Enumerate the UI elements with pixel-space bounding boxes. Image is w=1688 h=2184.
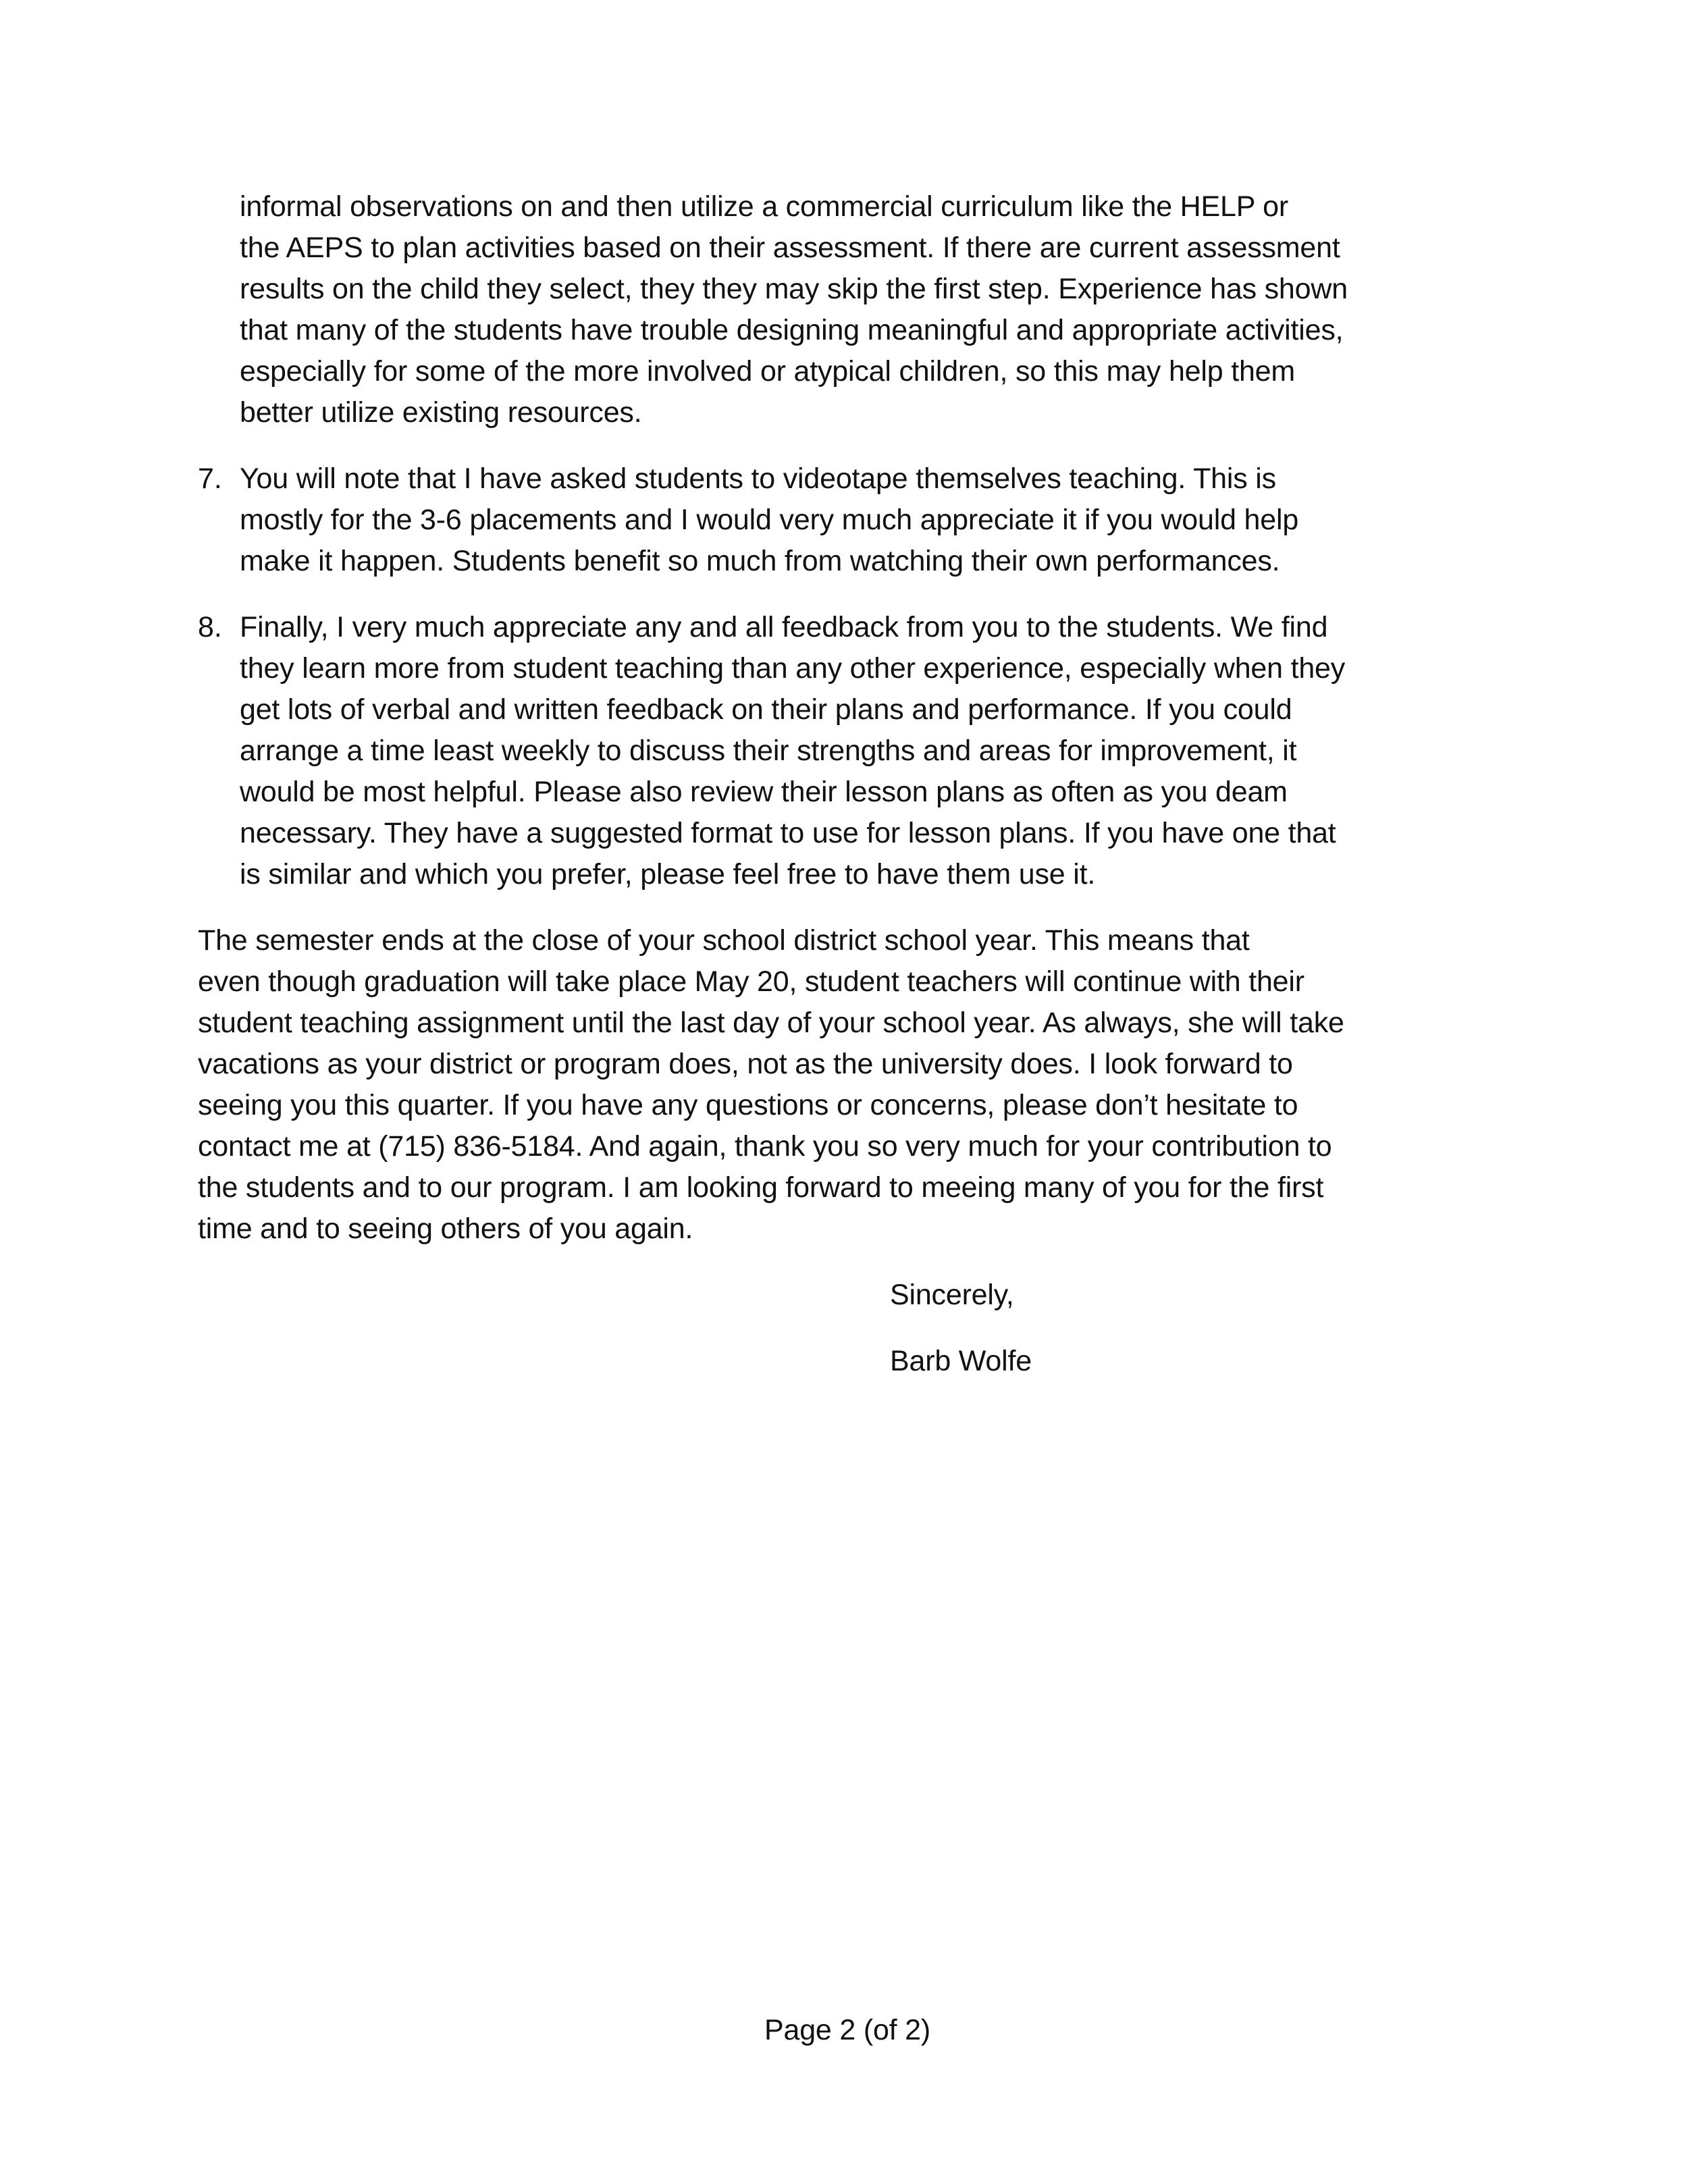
- list-number: 7.: [198, 462, 222, 495]
- text-line: the AEPS to plan activities based on their assessment. If there are current assessment: [240, 232, 1340, 264]
- list-number: 8.: [198, 611, 222, 643]
- text-line: is similar and which you prefer, please feel free to have them use it.: [240, 858, 1096, 890]
- text-line: would be most helpful. Please also review their lesson plans as often as you deam: [240, 776, 1288, 808]
- text-line: student teaching assignment until the last day of your school year. As always, she will take: [198, 1007, 1344, 1039]
- text-line: that many of the students have trouble designing meaningful and appropriate activities,: [240, 314, 1344, 346]
- text-line: vacations as your district or program does, not as the university does. I look forward to: [198, 1048, 1293, 1080]
- text-line: arrange a time least weekly to discuss their strengths and areas for improvement, it: [240, 735, 1297, 767]
- text-line: better utilize existing resources.: [240, 396, 642, 429]
- text-line: necessary. They have a suggested format to use for lesson plans. If you have one that: [240, 817, 1336, 849]
- text-line: get lots of verbal and written feedback on their plans and performance. If you could: [240, 693, 1292, 726]
- text-line: mostly for the 3-6 placements and I would very much appreciate it if you would help: [240, 504, 1299, 536]
- text-line: results on the child they select, they they may skip the first step. Experience has shown: [240, 273, 1348, 305]
- text-line: time and to seeing others of you again.: [198, 1213, 693, 1245]
- text-line: even though graduation will take place May 20, student teachers will continue with their: [198, 965, 1304, 998]
- salutation: Sincerely,: [890, 1279, 1014, 1311]
- text-line: seeing you this quarter. If you have any questions or concerns, please don’t hesitate to: [198, 1089, 1298, 1121]
- text-line: especially for some of the more involved or atypical children, so this may help them: [240, 355, 1295, 388]
- text-line: make it happen. Students benefit so much from watching their own performances.: [240, 545, 1280, 577]
- text-line: You will note that I have asked students to videotape themselves teaching. This is: [240, 462, 1276, 495]
- text-line: Finally, I very much appreciate any and all feedback from you to the students. We find: [240, 611, 1328, 643]
- signer-name: Barb Wolfe: [890, 1345, 1032, 1377]
- page-number: Page 2 (of 2): [764, 2014, 930, 2046]
- text-line: informal observations on and then utilize a commercial curriculum like the HELP or: [240, 190, 1289, 223]
- text-line: contact me at (715) 836-5184. And again, thank you so very much for your contribution to: [198, 1130, 1332, 1163]
- text-line: the students and to our program. I am looking forward to meeing many of you for the first: [198, 1171, 1324, 1204]
- text-line: they learn more from student teaching than any other experience, especially when they: [240, 652, 1346, 685]
- text-line: The semester ends at the close of your school district school year. This means that: [198, 924, 1250, 957]
